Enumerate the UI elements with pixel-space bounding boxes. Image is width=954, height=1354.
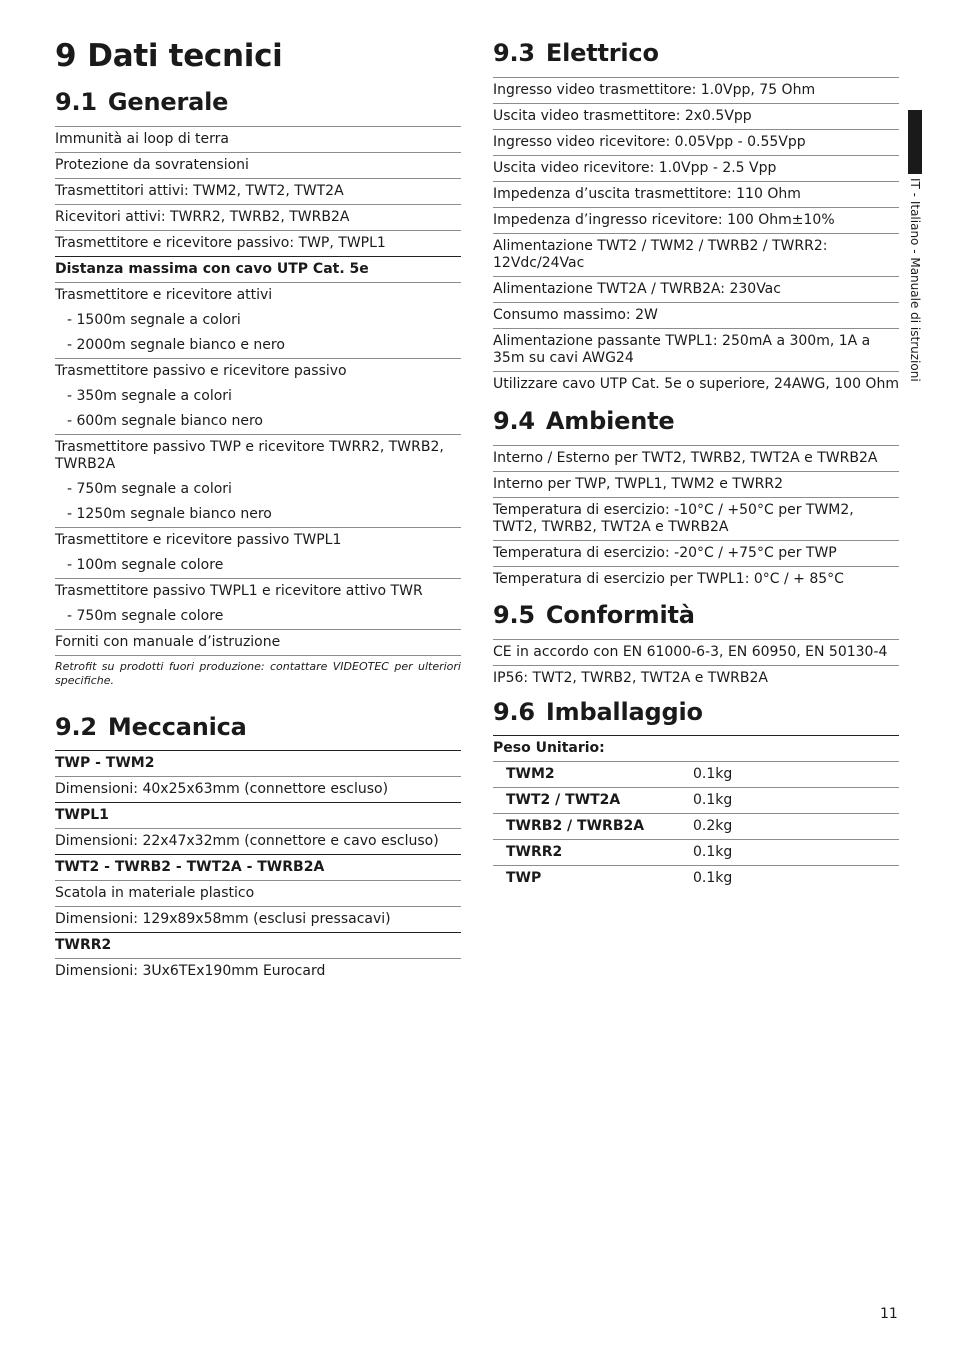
electrical-list: [493, 77, 899, 397]
list-item: Trasmettitore passivo e ricevitore passivo: [55, 358, 461, 384]
section-heading-compliance: [493, 601, 695, 629]
weight-model: TWT2 / TWT2A: [506, 792, 621, 808]
weight-model: TWRR2: [506, 844, 563, 860]
section-title: Meccanica: [107, 713, 247, 741]
list-item: Temperatura di esercizio: -10°C / +50°C per TWM2, TWT2, TWRB2, TWT2A e TWRB2A: [493, 497, 899, 540]
list-subheading: TWRR2: [55, 932, 461, 958]
list-item: Uscita video ricevitore: 1.0Vpp - 2.5 Vpp: [493, 155, 899, 181]
section-number: 9.3: [493, 39, 535, 67]
footnote: Retrofit su prodotti fuori produzione: contattare VIDEOTEC per ulteriori specifiche.: [55, 655, 461, 688]
section-title: Ambiente: [545, 407, 675, 435]
section-heading-mechanics: [55, 713, 247, 741]
weight-row: [493, 787, 899, 813]
list-item: Ingresso video trasmettitore: 1.0Vpp, 75 Ohm: [493, 77, 899, 103]
language-tab-marker: [908, 110, 922, 174]
list-item: Dimensioni: 3Ux6TEx190mm Eurocard: [55, 958, 461, 984]
list-subitem: - 750m segnale colore: [55, 604, 461, 629]
section-number: 9.2: [55, 713, 97, 741]
list-subitem: - 1250m segnale bianco nero: [55, 502, 461, 527]
list-item: Temperatura di esercizio: -20°C / +75°C per TWP: [493, 540, 899, 566]
chapter-title: Dati tecnici: [87, 38, 283, 74]
list-subitem: - 1500m segnale a colori: [55, 308, 461, 333]
list-item: Forniti con manuale d’istruzione: [55, 629, 461, 655]
section-title: Conformità: [545, 601, 695, 629]
list-item: Trasmettitore e ricevitore passivo: TWP, TWPL1: [55, 230, 461, 256]
weight-row: [493, 839, 899, 865]
list-item: Consumo massimo: 2W: [493, 302, 899, 328]
weight-value: 0.2kg: [693, 818, 733, 834]
list-item: Impedenza d’ingresso ricevitore: 100 Ohm±10%: [493, 207, 899, 233]
list-item: Temperatura di esercizio per TWPL1: 0°C / + 85°C: [493, 566, 899, 592]
list-item: Alimentazione passante TWPL1: 250mA a 300m, 1A a 35m su cavi AWG24: [493, 328, 899, 371]
list-item: Dimensioni: 40x25x63mm (connettore escluso): [55, 776, 461, 802]
weight-row: [493, 813, 899, 839]
list-item: Ingresso video ricevitore: 0.05Vpp - 0.55Vpp: [493, 129, 899, 155]
section-title: Elettrico: [545, 39, 659, 67]
list-item: Dimensioni: 22x47x32mm (connettore e cavo escluso): [55, 828, 461, 854]
list-item: Uscita video trasmettitore: 2x0.5Vpp: [493, 103, 899, 129]
list-item: Trasmettitore passivo TWP e ricevitore TWRR2, TWRB2, TWRB2A: [55, 434, 461, 477]
list-subheading: TWT2 - TWRB2 - TWT2A - TWRB2A: [55, 854, 461, 880]
section-title: Generale: [107, 88, 229, 116]
weight-value: 0.1kg: [693, 844, 733, 860]
section-heading-environment: [493, 407, 674, 435]
list-item: Scatola in materiale plastico: [55, 880, 461, 906]
weight-value: 0.1kg: [693, 792, 733, 808]
list-item: CE in accordo con EN 61000-6-3, EN 60950, EN 50130-4: [493, 639, 899, 665]
weight-model: TWRB2 / TWRB2A: [506, 818, 645, 834]
packaging-list: [493, 735, 899, 891]
weight-value: 0.1kg: [693, 766, 733, 782]
weight-label: Peso Unitario:: [493, 735, 899, 761]
mechanics-list: [55, 750, 461, 984]
section-heading-electrical: [493, 39, 659, 67]
list-item: Interno per TWP, TWPL1, TWM2 e TWRR2: [493, 471, 899, 497]
section-title: Imballaggio: [545, 698, 703, 726]
section-number: 9.1: [55, 88, 97, 116]
list-item: Protezione da sovratensioni: [55, 152, 461, 178]
list-item: Trasmettitore e ricevitore passivo TWPL1: [55, 527, 461, 553]
list-item: Alimentazione TWT2 / TWM2 / TWRB2 / TWRR2: 12Vdc/24Vac: [493, 233, 899, 276]
list-subheading: Distanza massima con cavo UTP Cat. 5e: [55, 256, 461, 282]
list-item: Ricevitori attivi: TWRR2, TWRB2, TWRB2A: [55, 204, 461, 230]
list-item: Trasmettitore passivo TWPL1 e ricevitore attivo TWR: [55, 578, 461, 604]
weight-model: TWP: [506, 870, 542, 886]
list-item: Trasmettitore e ricevitore attivi: [55, 282, 461, 308]
list-item: Trasmettitori attivi: TWM2, TWT2, TWT2A: [55, 178, 461, 204]
section-number: 9.6: [493, 698, 535, 726]
weight-row: [493, 761, 899, 787]
section-heading-packaging: [493, 698, 703, 726]
list-subitem: - 600m segnale bianco nero: [55, 409, 461, 434]
weight-value: 0.1kg: [693, 870, 733, 886]
general-list: [55, 126, 461, 688]
list-item: Impedenza d’uscita trasmettitore: 110 Ohm: [493, 181, 899, 207]
section-number: 9.5: [493, 601, 535, 629]
list-item: IP56: TWT2, TWRB2, TWT2A e TWRB2A: [493, 665, 899, 691]
list-subheading: TWP - TWM2: [55, 750, 461, 776]
list-subitem: - 100m segnale colore: [55, 553, 461, 578]
list-subitem: - 750m segnale a colori: [55, 477, 461, 502]
list-subheading: TWPL1: [55, 802, 461, 828]
list-item: Dimensioni: 129x89x58mm (esclusi pressacavi): [55, 906, 461, 932]
list-item: Utilizzare cavo UTP Cat. 5e o superiore, 24AWG, 100 Ohm: [493, 371, 899, 397]
page-title: [55, 38, 283, 74]
section-number: 9.4: [493, 407, 535, 435]
environment-list: [493, 445, 899, 592]
weight-row: [493, 865, 899, 891]
list-subitem: - 2000m segnale bianco e nero: [55, 333, 461, 358]
chapter-number: 9: [55, 38, 77, 74]
list-item: Interno / Esterno per TWT2, TWRB2, TWT2A e TWRB2A: [493, 445, 899, 471]
list-subitem: - 350m segnale a colori: [55, 384, 461, 409]
section-heading-general: [55, 88, 228, 116]
list-item: Immunità ai loop di terra: [55, 126, 461, 152]
page-number: 11: [880, 1306, 898, 1322]
compliance-list: [493, 639, 899, 691]
language-tab-label: IT - Italiano - Manuale di istruzioni: [908, 178, 922, 382]
weight-model: TWM2: [506, 766, 555, 782]
list-item: Alimentazione TWT2A / TWRB2A: 230Vac: [493, 276, 899, 302]
